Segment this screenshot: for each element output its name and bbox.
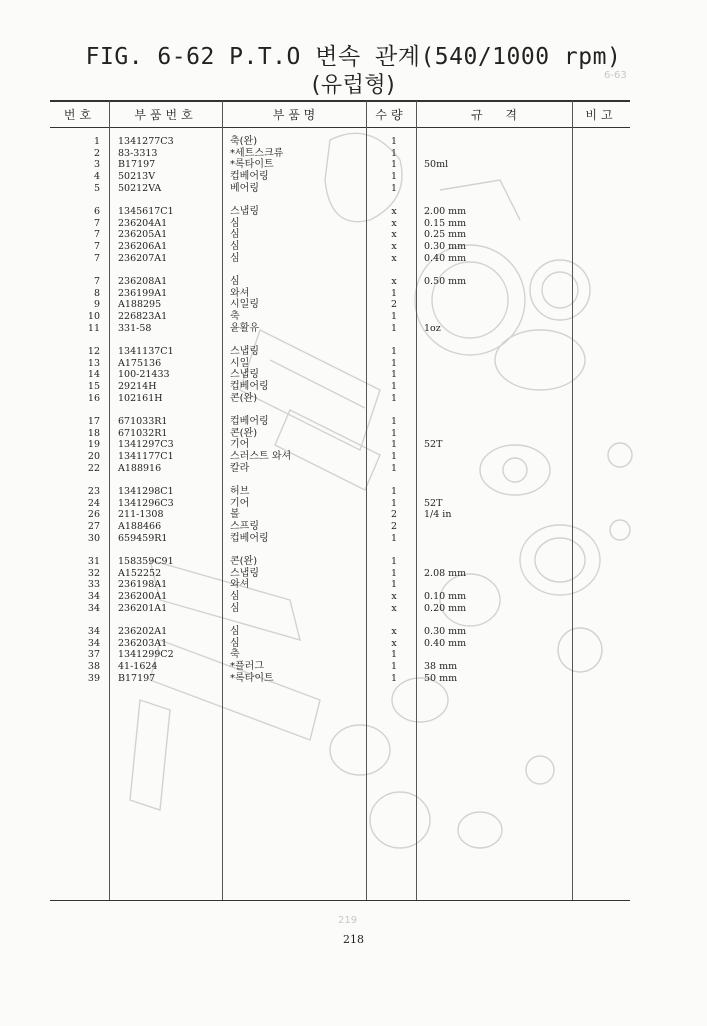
row-quantity: 1	[390, 346, 398, 357]
row-spec: 2.08 mm	[424, 567, 467, 579]
header-part-number: 부품번호	[134, 108, 197, 122]
row-quantity: 1	[390, 171, 398, 183]
row-part-name: 심	[230, 276, 240, 287]
row-part-number: 1341277C3	[118, 136, 174, 147]
row-number: 13	[87, 357, 100, 369]
row-quantity: 1	[390, 497, 398, 509]
row-spec: 52T	[424, 497, 443, 509]
row-part-name: 축(완)	[230, 136, 258, 147]
row-number: 27	[87, 521, 100, 533]
row-spec: 0.50 mm	[424, 276, 467, 287]
row-spec: 38 mm	[424, 661, 458, 673]
figure-subtitle: (유럽형)	[311, 73, 396, 98]
row-quantity: x	[391, 591, 397, 603]
row-number: 30	[87, 532, 100, 544]
row-part-name: 스프링	[230, 521, 259, 533]
row-quantity: 1	[390, 532, 398, 544]
row-part-name: 심	[230, 241, 240, 253]
row-number: 7	[93, 229, 100, 241]
row-part-number: 211-1308	[118, 509, 164, 521]
row-quantity: 1	[390, 567, 398, 579]
row-quantity: x	[391, 229, 397, 241]
row-number: 20	[87, 451, 100, 463]
row-part-name: 심	[230, 637, 240, 649]
row-part-name: 기어	[230, 439, 250, 451]
row-part-number: 236204A1	[118, 217, 168, 229]
row-quantity: x	[391, 252, 397, 264]
row-part-number: 100-21433	[118, 369, 170, 381]
row-number: 33	[87, 579, 100, 591]
row-part-number: 50212VA	[118, 182, 162, 194]
row-part-number: 236202A1	[118, 626, 168, 637]
row-number: 8	[93, 287, 100, 299]
row-part-number: 83-3313	[118, 147, 158, 159]
row-number: 22	[87, 462, 100, 474]
row-part-number: 1341296C3	[118, 497, 174, 509]
row-spec: 0.40 mm	[424, 252, 467, 264]
row-quantity: 1	[390, 287, 398, 299]
row-number: 34	[87, 602, 100, 614]
row-part-number: 671032R1	[118, 427, 168, 439]
row-part-name: 심	[230, 252, 240, 264]
row-spec: 0.25 mm	[424, 229, 467, 241]
figure-title: FIG. 6-62 P.T.O 변속 관계(540/1000 rpm)	[85, 44, 622, 70]
row-number: 7	[93, 241, 100, 253]
row-part-number: 671033R1	[118, 416, 168, 427]
page-number-ghost-mark-bottom: 219	[338, 915, 358, 926]
row-part-name: 와셔	[230, 287, 250, 299]
row-spec: 2.00 mm	[424, 206, 467, 217]
row-number: 38	[87, 661, 100, 673]
row-part-number: 236201A1	[118, 602, 168, 614]
row-number: 3	[93, 159, 100, 171]
row-part-name: 컵베어링	[230, 532, 269, 544]
row-part-number: A188295	[118, 299, 162, 311]
row-part-number: 236206A1	[118, 241, 168, 253]
row-part-name: 컵베어링	[230, 381, 269, 393]
row-spec: 1/4 in	[424, 509, 452, 521]
row-number: 12	[87, 346, 100, 357]
row-part-number: 102161H	[118, 392, 163, 404]
row-number: 1	[93, 136, 100, 147]
row-part-name: 시일	[230, 357, 250, 369]
row-number: 39	[87, 672, 100, 684]
row-part-number: B17197	[118, 672, 156, 684]
row-part-name: *록타이트	[230, 159, 274, 171]
row-part-name: 심	[230, 217, 240, 229]
row-quantity: 1	[390, 416, 398, 427]
row-number: 10	[87, 311, 100, 323]
page-number-ghost-mark: 6-63	[604, 70, 627, 81]
row-spec: 0.30 mm	[424, 626, 467, 637]
row-number: 31	[87, 556, 100, 567]
row-part-number: 1341299C2	[118, 649, 174, 661]
row-quantity: 1	[390, 381, 398, 393]
row-spec: 50 mm	[424, 672, 458, 684]
row-number: 7	[93, 276, 100, 287]
row-number: 34	[87, 591, 100, 603]
row-part-name: 시일링	[230, 299, 259, 311]
row-quantity: 1	[390, 451, 398, 463]
row-quantity: x	[391, 241, 397, 253]
row-quantity: 1	[390, 672, 398, 684]
row-part-number: 158359C91	[118, 556, 174, 567]
row-quantity: 1	[390, 556, 398, 567]
row-number: 5	[93, 182, 100, 194]
row-part-name: 윤활유	[230, 322, 259, 334]
row-part-number: 1341137C1	[118, 346, 174, 357]
row-part-number: 236200A1	[118, 591, 168, 603]
row-number: 15	[87, 381, 100, 393]
row-part-name: 심	[230, 602, 240, 614]
row-part-number: 1341297C3	[118, 439, 174, 451]
row-part-name: 심	[230, 626, 240, 637]
row-part-number: 236207A1	[118, 252, 168, 264]
row-part-name: 축	[230, 311, 240, 323]
row-part-name: 콘(완)	[230, 392, 258, 404]
row-part-number: 1341177C1	[118, 451, 174, 463]
row-part-number: 236208A1	[118, 276, 168, 287]
row-quantity: x	[391, 206, 397, 217]
row-quantity: 1	[390, 182, 398, 194]
row-quantity: x	[391, 637, 397, 649]
row-part-name: 스냅링	[230, 206, 259, 217]
row-quantity: 1	[390, 439, 398, 451]
row-part-name: 기어	[230, 497, 250, 509]
row-spec: 0.15 mm	[424, 217, 467, 229]
row-number: 9	[93, 299, 100, 311]
row-number: 6	[93, 206, 100, 217]
row-number: 14	[87, 369, 100, 381]
row-part-name: 심	[230, 229, 240, 241]
row-quantity: 1	[390, 357, 398, 369]
row-number: 7	[93, 252, 100, 264]
row-quantity: 1	[390, 427, 398, 439]
row-spec: 0.30 mm	[424, 241, 467, 253]
row-quantity: x	[391, 626, 397, 637]
row-number: 17	[87, 416, 100, 427]
row-number: 37	[87, 649, 100, 661]
row-quantity: 1	[390, 311, 398, 323]
row-spec: 52T	[424, 439, 443, 451]
row-spec: 0.20 mm	[424, 602, 467, 614]
row-number: 19	[87, 439, 100, 451]
row-part-name: 콘(완)	[230, 556, 258, 567]
row-quantity: 2	[390, 521, 398, 533]
row-number: 18	[87, 427, 100, 439]
row-part-name: 컵베어링	[230, 416, 269, 427]
row-quantity: x	[391, 276, 397, 287]
row-part-name: 베어링	[230, 182, 259, 194]
row-quantity: 2	[390, 299, 398, 311]
header-part-name: 부 품 명	[272, 108, 316, 122]
row-part-name: 컵베어링	[230, 171, 269, 183]
row-part-name: *록타이트	[230, 672, 274, 684]
row-part-name: 스냅링	[230, 346, 259, 357]
row-part-number: 226823A1	[118, 311, 168, 323]
row-quantity: 1	[390, 579, 398, 591]
row-part-name: 스냅링	[230, 567, 259, 579]
row-part-name: 칼라	[230, 462, 250, 474]
row-part-number: 29214H	[118, 381, 157, 393]
row-number: 32	[87, 567, 100, 579]
row-part-name: 심	[230, 591, 240, 603]
row-spec: 50ml	[424, 159, 449, 171]
row-quantity: 2	[390, 509, 398, 521]
row-number: 34	[87, 637, 100, 649]
row-part-name: 와셔	[230, 579, 250, 591]
row-part-number: A188916	[118, 462, 162, 474]
row-part-number: 41-1624	[118, 661, 158, 673]
row-quantity: x	[391, 217, 397, 229]
header-note: 비고	[585, 108, 617, 122]
row-number: 24	[87, 497, 100, 509]
row-quantity: 1	[390, 136, 398, 147]
row-part-name: 스러스트 와셔	[230, 451, 292, 463]
row-part-number: 236198A1	[118, 579, 168, 591]
row-number: 23	[87, 486, 100, 497]
row-quantity: 1	[390, 147, 398, 159]
row-number: 7	[93, 217, 100, 229]
row-part-name: 볼	[230, 509, 240, 521]
row-part-number: 236205A1	[118, 229, 168, 241]
page-number: 218	[343, 933, 364, 946]
row-number: 34	[87, 626, 100, 637]
row-part-number: A175136	[118, 357, 162, 369]
row-part-number: A188466	[118, 521, 162, 533]
row-quantity: 1	[390, 159, 398, 171]
row-number: 16	[87, 392, 100, 404]
row-quantity: 1	[390, 462, 398, 474]
row-part-number: 236203A1	[118, 637, 168, 649]
row-number: 4	[93, 171, 100, 183]
header-spec: 규 격	[470, 108, 518, 122]
row-number: 2	[93, 147, 100, 159]
header-number: 번호	[63, 108, 96, 122]
row-part-number: 236199A1	[118, 287, 168, 299]
row-quantity: x	[391, 602, 397, 614]
row-part-name: 콘(완)	[230, 427, 258, 439]
header-quantity: 수량	[375, 108, 407, 122]
row-part-name: *플러그	[230, 661, 264, 673]
row-part-name: 허브	[230, 486, 250, 497]
row-part-number: A152252	[118, 567, 162, 579]
row-part-name: 축	[230, 649, 240, 661]
row-part-number: 50213V	[118, 171, 156, 183]
row-quantity: 1	[390, 661, 398, 673]
row-part-name: *세트스크류	[230, 147, 284, 159]
row-spec: 0.10 mm	[424, 591, 467, 603]
row-number: 26	[87, 509, 100, 521]
row-part-name: 스냅링	[230, 369, 259, 381]
row-part-number: 331-58	[118, 322, 152, 334]
row-part-number: 659459R1	[118, 532, 168, 544]
row-part-number: 1345617C1	[118, 206, 174, 217]
table-bottom-rule	[50, 900, 630, 901]
row-spec: 1oz	[424, 322, 441, 334]
row-quantity: 1	[390, 649, 398, 661]
row-quantity: 1	[390, 369, 398, 381]
row-number: 11	[87, 322, 100, 334]
row-quantity: 1	[390, 486, 398, 497]
row-quantity: 1	[390, 392, 398, 404]
row-spec: 0.40 mm	[424, 637, 467, 649]
row-part-number: 1341298C1	[118, 486, 174, 497]
row-quantity: 1	[390, 322, 398, 334]
row-part-number: B17197	[118, 159, 156, 171]
